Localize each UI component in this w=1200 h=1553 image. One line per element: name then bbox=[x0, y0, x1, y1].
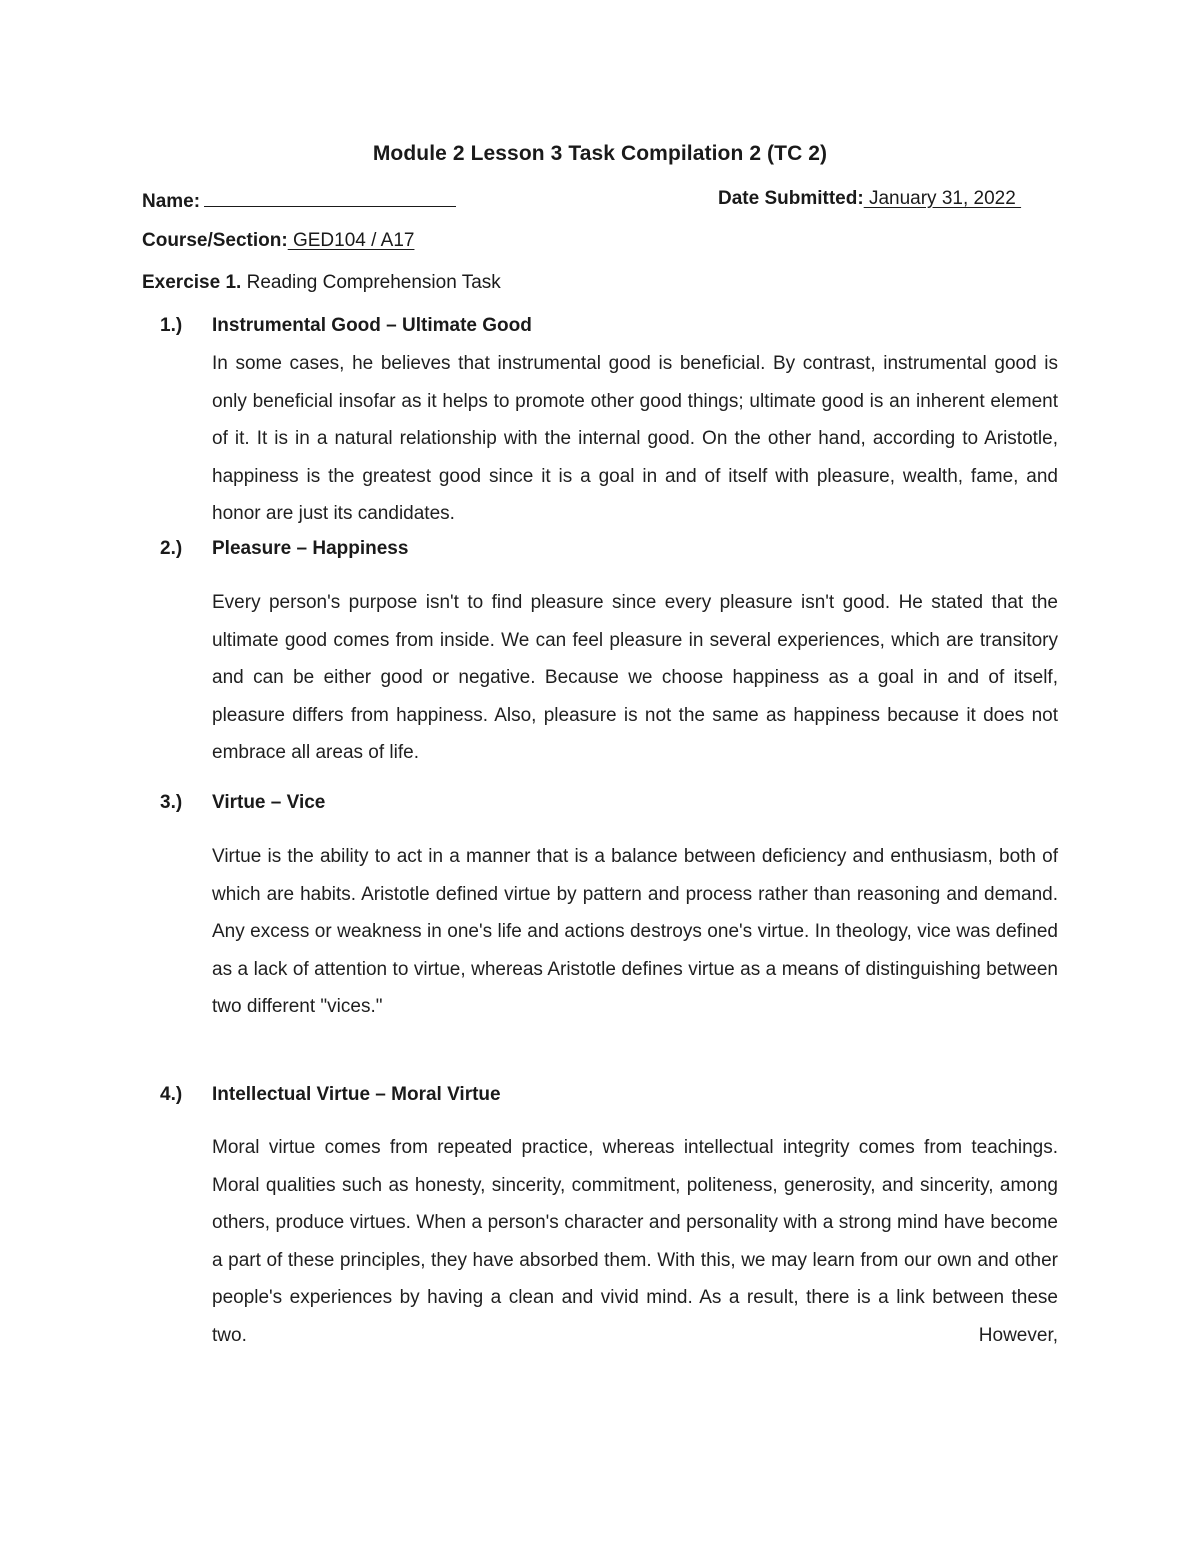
name-row bbox=[142, 188, 456, 213]
item-number-1: 1.) bbox=[160, 315, 183, 336]
date-row bbox=[718, 188, 1021, 210]
item-title-3: Virtue – Vice bbox=[212, 792, 326, 813]
item-number-4: 4.) bbox=[160, 1084, 183, 1105]
name-label: Name: bbox=[142, 191, 201, 212]
item-number-3: 3.) bbox=[160, 792, 183, 813]
course-value: GED104 / A17 bbox=[287, 230, 415, 251]
item-body-1: In some cases, he believes that instrumental good is beneficial. By contrast, instrumental good is only beneficial insofar as it helps to promote other good things; ultimate good is an inherent element of it. It is in a natural relationship with the internal good. On the other hand, according to Aristotle, happiness is the greatest good since it is a goal in and of itself with pleasure, wealth, fame, and honor are just its candidates. bbox=[212, 353, 1058, 524]
item-title-1: Instrumental Good – Ultimate Good bbox=[212, 315, 532, 336]
course-label: Course/Section: bbox=[142, 230, 288, 251]
item-title-4: Intellectual Virtue – Moral Virtue bbox=[212, 1084, 501, 1105]
item-number-2: 2.) bbox=[160, 538, 183, 559]
item-body-3: Virtue is the ability to act in a manner that is a balance between deficiency and enthusiasm, both of which are habits. Aristotle defined virtue by pattern and process rather than reasoning and demand. Any excess or weakness in one's life and actions destroys one's virtue. In theology, vice was defined as a lack of attention to virtue, whereas Aristotle defines virtue as a means of distinguishing between two different "vices." bbox=[212, 846, 1058, 1017]
exercise-label: Exercise 1. bbox=[142, 272, 242, 293]
name-blank-field[interactable] bbox=[204, 188, 456, 207]
item-title-2: Pleasure – Happiness bbox=[212, 538, 409, 559]
page-title: Module 2 Lesson 3 Task Compilation 2 (TC 2) bbox=[372, 142, 828, 165]
item-body-2: Every person's purpose isn't to find pleasure since every pleasure isn't good. He stated that the ultimate good comes from inside. We can feel pleasure in several experiences, which are transitory and can be either good or negative. Because we choose happiness as a goal in and of itself, pleasure differs from happiness. Also, pleasure is not the same as happiness because it does not embrace all areas of life. bbox=[212, 592, 1058, 763]
date-label: Date Submitted: bbox=[718, 188, 864, 209]
exercise-value: Reading Comprehension Task bbox=[241, 272, 501, 293]
exercise-row bbox=[142, 272, 501, 294]
item-body-4: Moral virtue comes from repeated practice, whereas intellectual integrity comes from teachings. Moral qualities such as honesty, sincerity, commitment, politeness, generosity, and sincerity, among others, produce virtues. When a person's character and personality with a strong mind have become a part of these principles, they have absorbed them. With this, we may learn from our own and other people's experiences by having a clean and vivid mind. As a result, there is a link between these two. However, bbox=[212, 1137, 1058, 1346]
course-row bbox=[142, 230, 414, 252]
date-value: January 31, 2022 bbox=[863, 188, 1022, 209]
